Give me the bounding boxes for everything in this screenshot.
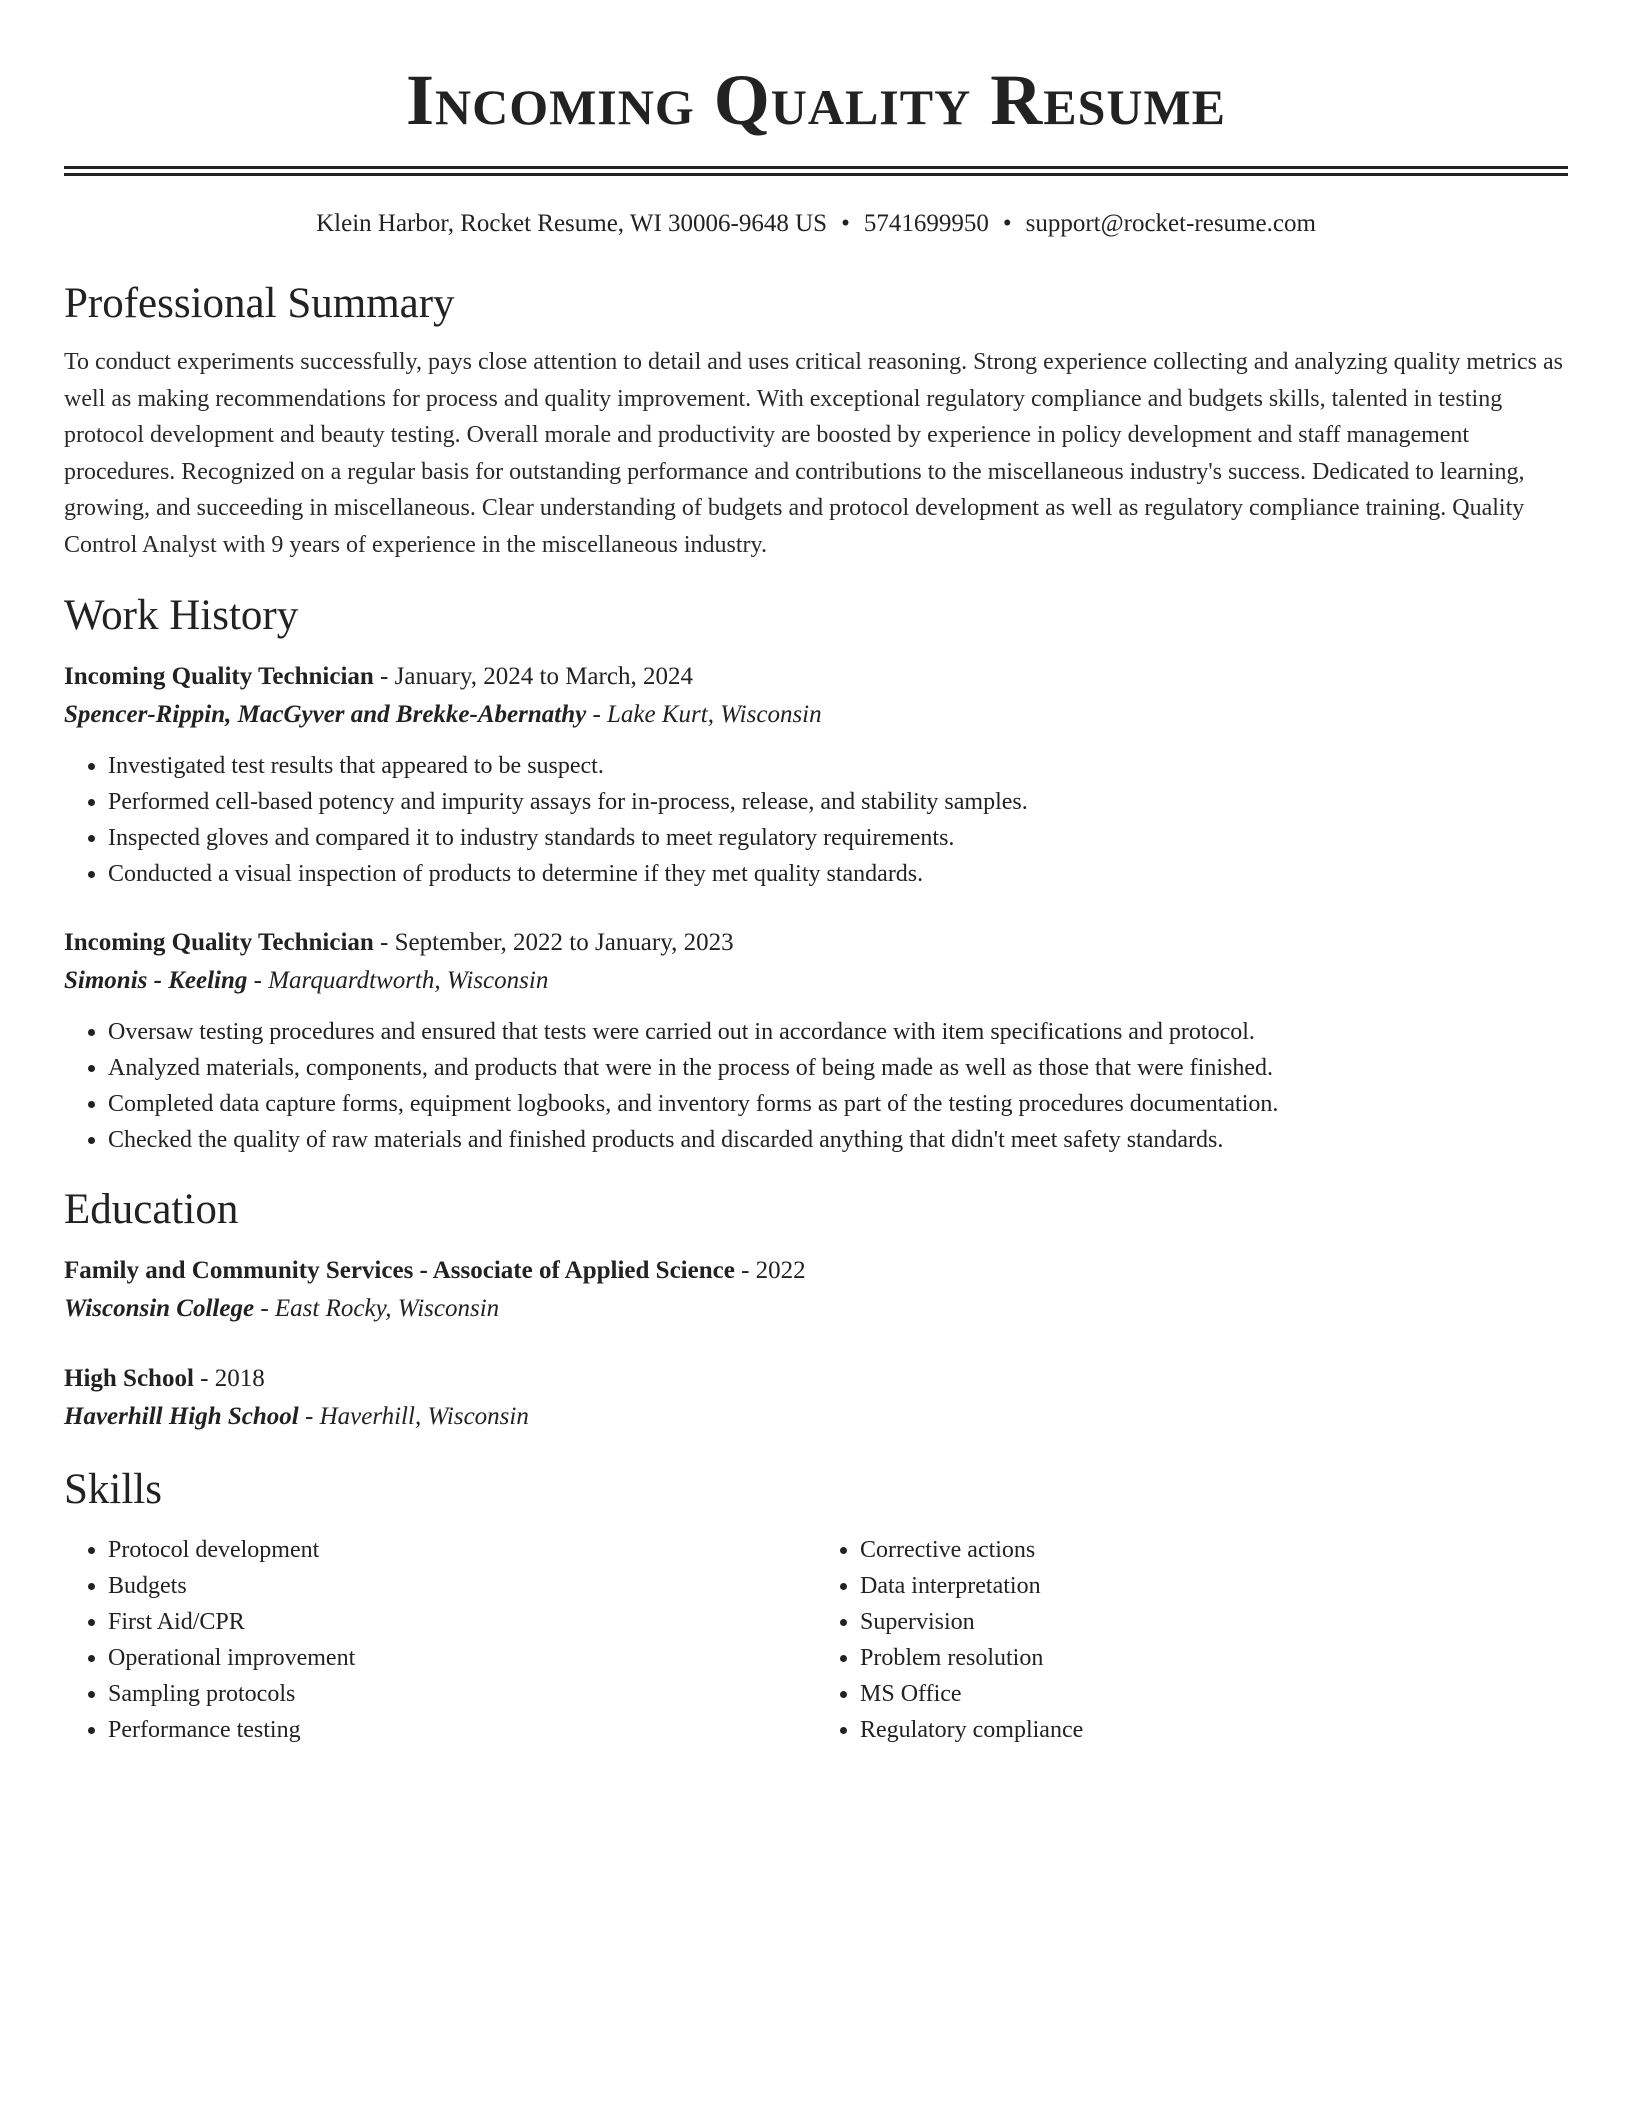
skill-item: • Problem resolution [860, 1640, 1568, 1676]
skills-columns [64, 1532, 1568, 1748]
work-entry [64, 658, 1568, 892]
skill-item: • Corrective actions [860, 1532, 1568, 1568]
job-dates: - September, 2022 to January, 2023 [373, 928, 734, 956]
job-heading [64, 924, 1568, 962]
job-company-line [64, 962, 1568, 1000]
contact-separator: • [841, 210, 850, 237]
education-entry [64, 1252, 1568, 1328]
education-degree: High School [64, 1364, 194, 1392]
job-position: Incoming Quality Technician [64, 928, 374, 956]
education-year: - 2022 [734, 1256, 806, 1284]
job-position: Incoming Quality Technician [64, 662, 374, 690]
section-title-work: Work History [64, 591, 299, 639]
list-item: • Investigated test results that appeared to be suspect. [108, 748, 1568, 784]
job-company: Spencer-Rippin, MacGyver and Brekke-Abernathy [64, 700, 587, 728]
section-title-summary: Professional Summary [64, 280, 455, 327]
work-entry [64, 924, 1568, 1158]
list-item: • Inspected gloves and compared it to industry standards to meet regulatory requirements. [108, 820, 1568, 856]
contact-separator: • [1002, 210, 1012, 237]
skill-item: • Sampling protocols [108, 1676, 816, 1712]
education-school-line [64, 1290, 1568, 1328]
section-title-skills: Skills [64, 1465, 162, 1513]
skill-item: • Supervision [860, 1604, 1568, 1640]
list-item: • Analyzed materials, components, and products that were in the process of being made as well as those that were finished. [108, 1050, 1568, 1086]
education-location: - Haverhill, Wisconsin [298, 1402, 529, 1430]
job-bullets [64, 748, 1568, 892]
header-double-rule [64, 166, 1568, 176]
education-year: - 2018 [193, 1364, 265, 1392]
list-item: • Checked the quality of raw materials and finished products and discarded anything that didn't meet safety standards. [108, 1122, 1568, 1158]
job-company-line [64, 696, 1568, 734]
contact-address: Klein Harbor, Rocket Resume, WI 30006-9648 US [316, 210, 828, 237]
skill-item: • First Aid/CPR [108, 1604, 816, 1640]
job-dates: - January, 2024 to March, 2024 [373, 662, 693, 690]
job-bullets [64, 1014, 1568, 1158]
education-entry [64, 1360, 1568, 1436]
education-school: Wisconsin College [64, 1294, 255, 1322]
job-location: - Marquardtworth, Wisconsin [247, 966, 549, 994]
contact-email: support@rocket-resume.com [1025, 210, 1316, 237]
skill-item: • MS Office [860, 1676, 1568, 1712]
education-school: Haverhill High School [64, 1402, 299, 1430]
job-location: - Lake Kurt, Wisconsin [586, 700, 822, 728]
list-item: • Performed cell-based potency and impurity assays for in-process, release, and stability samples. [108, 784, 1568, 820]
job-heading [64, 658, 1568, 696]
resume-name: Incoming Quality Resume [405, 60, 1227, 140]
list-item: • Oversaw testing procedures and ensured that tests were carried out in accordance with item specifications and protocol. [108, 1014, 1568, 1050]
list-item: • Conducted a visual inspection of products to determine if they met quality standards. [108, 856, 1568, 892]
contact-phone: 5741699950 [863, 210, 989, 237]
skill-item: • Protocol development [108, 1532, 816, 1568]
list-item: • Completed data capture forms, equipment logbooks, and inventory forms as part of the testing procedures documentation. [108, 1086, 1568, 1122]
skills-list-right [816, 1532, 1568, 1748]
summary-text: To conduct experiments successfully, pays close attention to detail and uses critical reasoning. Strong experience collecting and analyzing quality metrics as well as making recommendations for process and quality improvement. With exceptional regulatory compliance and budgets skills, talented in testing protocol development and beauty testing. Overall morale and productivity are boosted by experience in policy development and staff management procedures. Recognized on a regular basis for outstanding performance and contributions to the miscellaneous industry's success. Dedicated to learning, growing, and succeeding in miscellaneous. Clear understanding of budgets and protocol development as well as regulatory compliance training. Quality Control Analyst with 9 years of experience in the miscellaneous industry. [64, 349, 1563, 558]
skill-item: • Operational improvement [108, 1640, 816, 1676]
section-title-education: Education [64, 1185, 239, 1233]
skill-item: • Regulatory compliance [860, 1712, 1568, 1748]
contact-line [64, 208, 1568, 240]
education-heading [64, 1360, 1568, 1398]
skills-list-left [64, 1532, 816, 1748]
education-degree: Family and Community Services - Associate of Applied Science [64, 1256, 735, 1284]
education-location: - East Rocky, Wisconsin [254, 1294, 500, 1322]
skill-item: • Data interpretation [860, 1568, 1568, 1604]
skill-item: • Performance testing [108, 1712, 816, 1748]
job-company: Simonis - Keeling [64, 966, 248, 994]
skill-item: • Budgets [108, 1568, 816, 1604]
education-heading [64, 1252, 1568, 1290]
education-school-line [64, 1398, 1568, 1436]
